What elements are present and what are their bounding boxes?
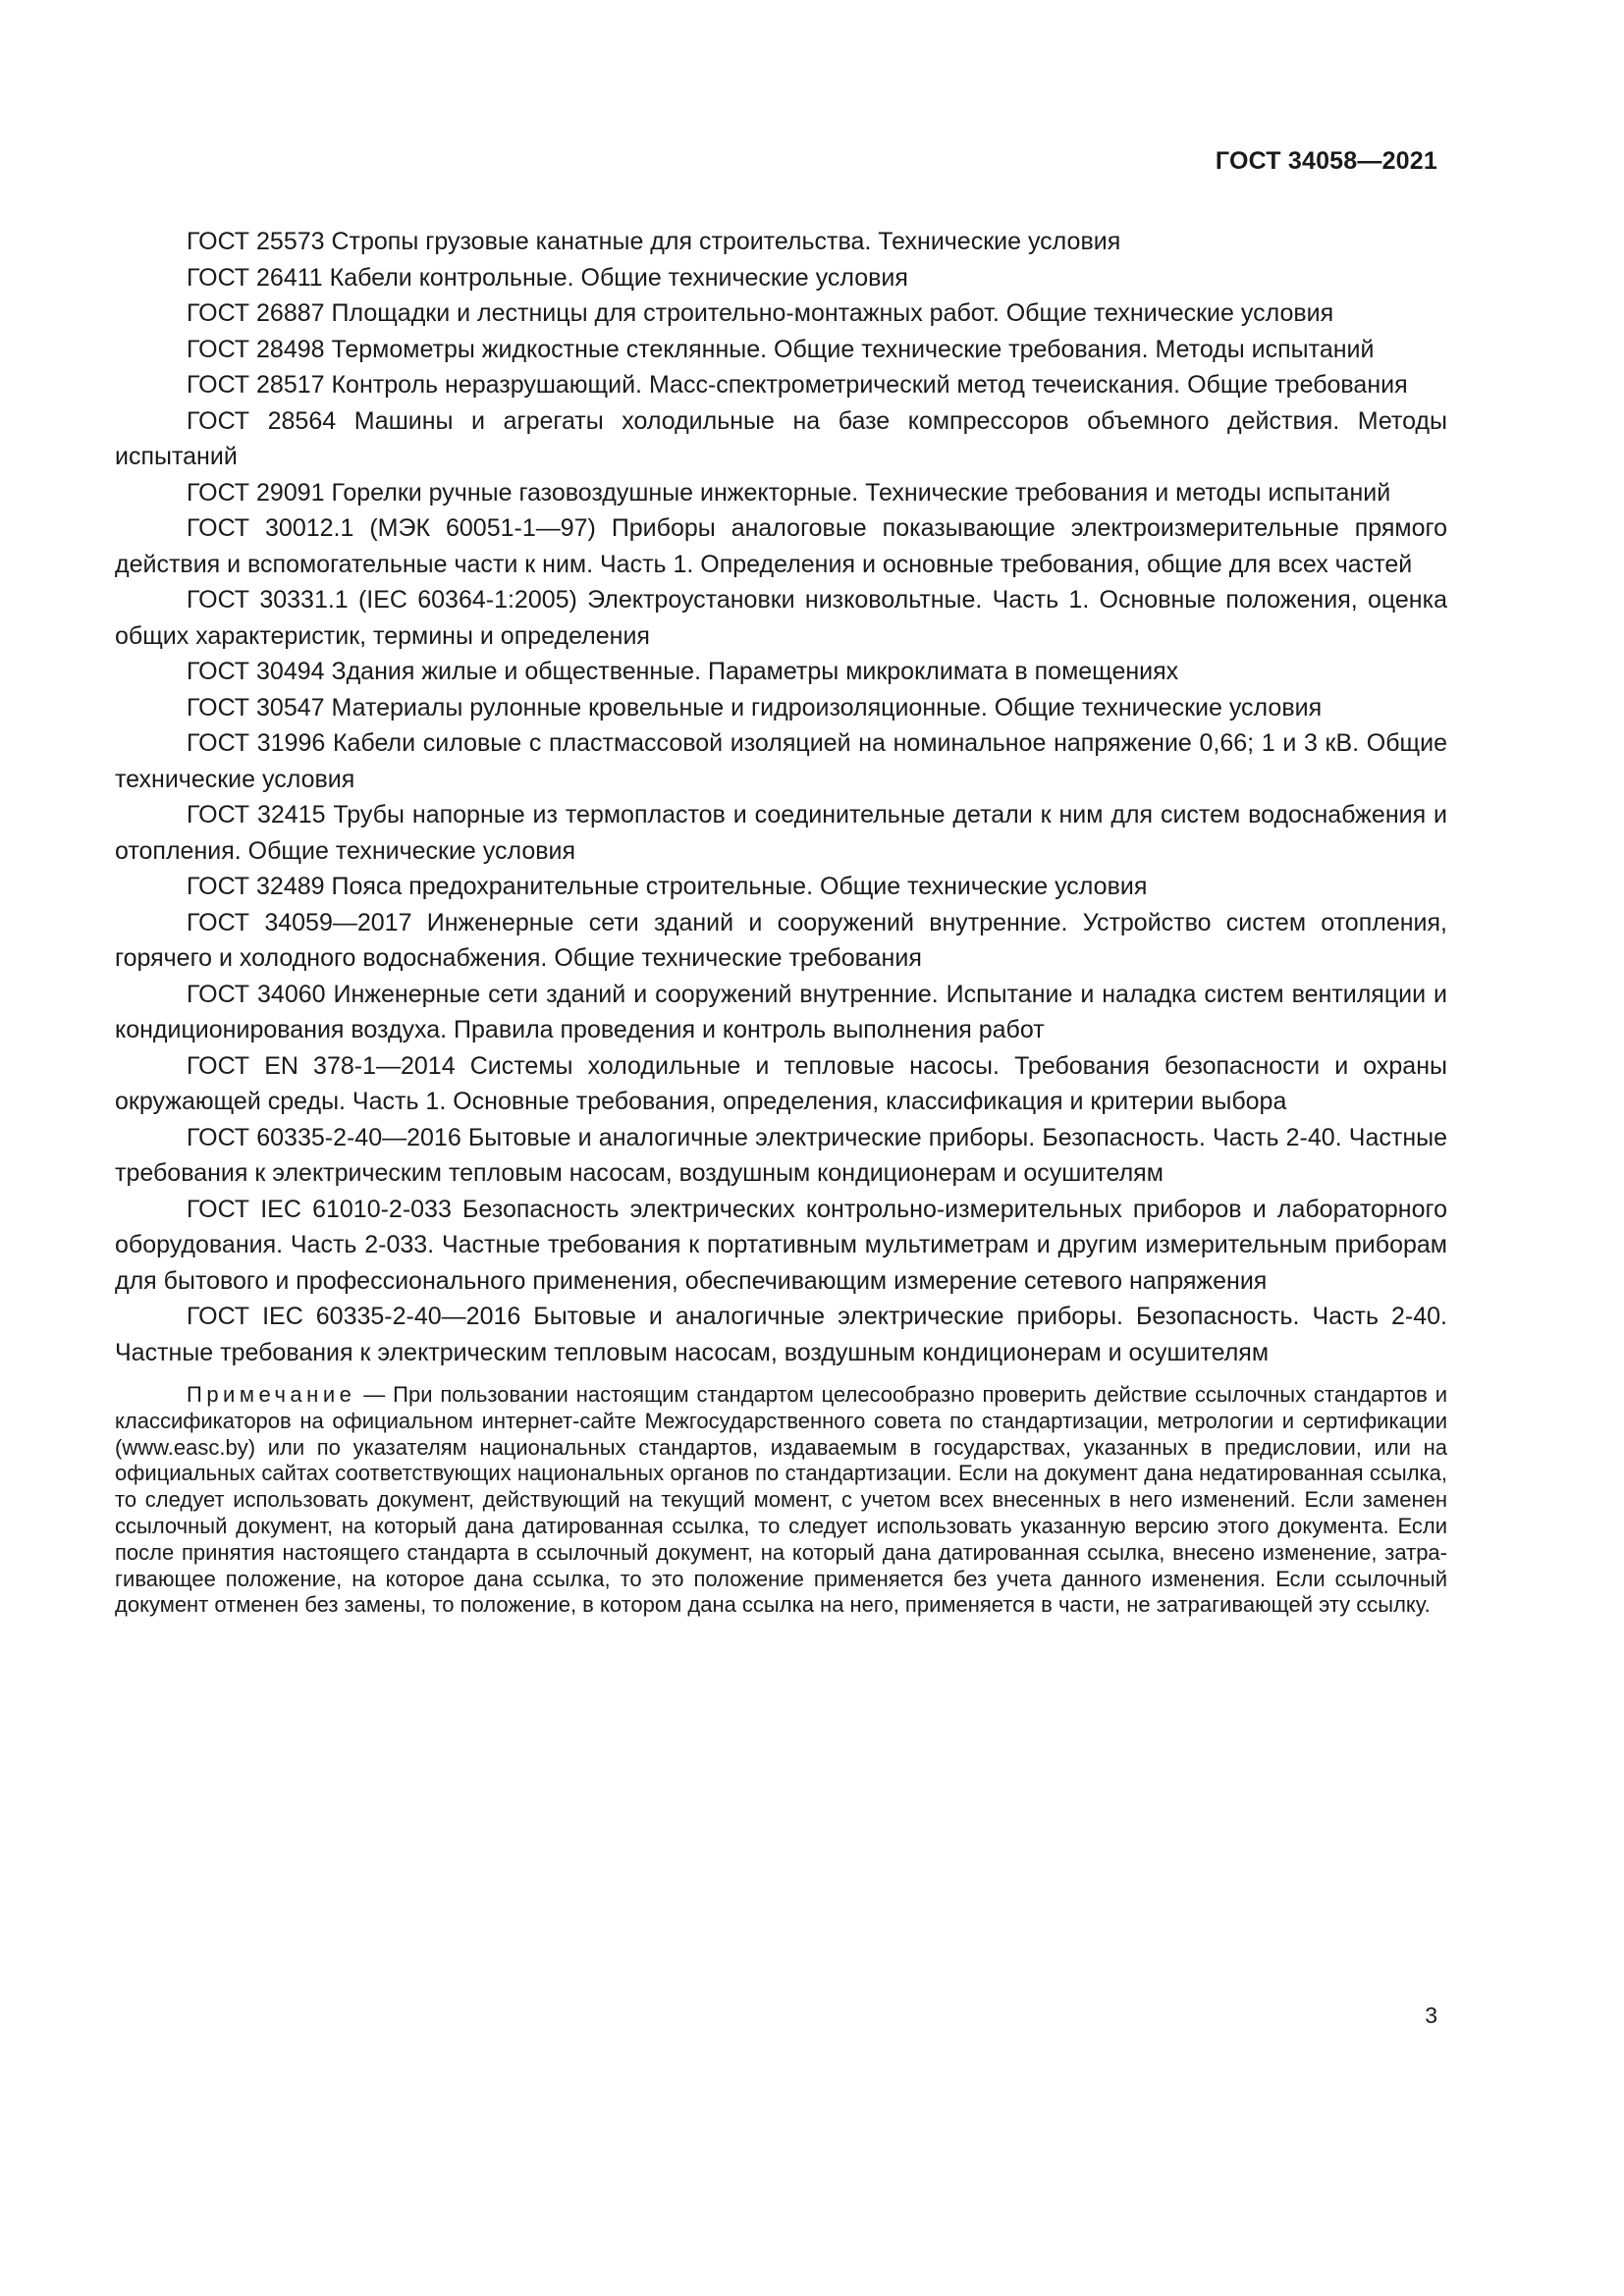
reference-item: ГОСТ 30547 Материалы рулонные кровельные и гидроизоляционные. Общие технические условия [187,693,1323,721]
reference-item: ГОСТ 25573 Стропы грузовые канатные для строительства. Технические условия [187,228,1121,255]
note-label: Примечание [187,1382,356,1407]
reference-item: ГОСТ 32489 Пояса предохранительные строительные. Общие технические условия [187,873,1148,900]
reference-item: ГОСТ 30494 Здания жилые и общественные. Параметры микроклимата в помещениях [187,658,1179,685]
note-text: — При пользовании настоящим стандартом целесообразно проверить действие ссылочных стандартов и классификаторов на официальном интернет-сайте Межгосударственного совета по стандартизации, метрологии и сертификации (www.easc.by) или по указателям национальных стандартов, издаваемым в государствах, указанных в предисловии, или на официальных сайтах соответствующих национальных органов по стандартизации. Если на документ дана недатированная ссылка, то следует использовать документ, действующий на текущий момент, с учетом всех внесенных в него изменений. Если заменен ссылочный документ, на который дана датированная ссылка, то следует использовать указанную версию этого документа. Если после принятия настоящего стандарта в ссылочный документ, на который дана датированная ссылка, внесено изменение, затрагивающее положение, на которое дана ссылка, то это положение применяется без учета данного изменения. Если ссылочный документ отменен без замены, то положение, в котором дана ссылка на него, применяется в части, не затрагивающей эту ссылку. [115,1382,1447,1618]
reference-item: ГОСТ 28517 Контроль неразрушающий. Масс-спектрометрический метод течеискания. Общие требования [187,371,1408,399]
reference-item: ГОСТ 32415 Трубы напорные из термопластов и соединительные детали к ним для систем водоснабжения и отопления. Общие технические условия [115,801,1447,865]
reference-item: ГОСТ IEC 61010-2-033 Безопасность электрических контрольно-измерительных приборов и лабораторного оборудования. Часть 2-033. Частные требования к портативным мультиметрам и другим измерительным приборам для бытового и профессионального применения, обеспечивающим измерение сетевого напряжения [115,1195,1447,1295]
reference-item: ГОСТ 34060 Инженерные сети зданий и сооружений внутренние. Испытание и наладка систем вентиляции и кондиционирования воздуха. Правила проведения и контроль выполнения работ [115,980,1447,1043]
reference-item: ГОСТ EN 378-1—2014 Системы холодильные и тепловые насосы. Требования безопасности и охраны окружающей среды. Часть 1. Основные требования, определения, классификация и критерии выбора [115,1051,1447,1115]
reference-item: ГОСТ 30331.1 (IEC 60364-1:2005) Электроустановки низковольтные. Часть 1. Основные положения, оценка общих характеристик, термины и определения [115,586,1447,650]
page-number: 3 [1425,2002,1437,2028]
reference-item: ГОСТ 60335-2-40—2016 Бытовые и аналогичные электрические приборы. Безопасность. Часть 2-40. Частные требования к электрическим тепловым насосам, воздушным кондиционерам и осушителям [115,1123,1447,1187]
reference-item: ГОСТ 34059—2017 Инженерные сети зданий и сооружений внутренние. Устройство систем отопления, горячего и холодного водоснабжения. Общие технические требования [115,908,1447,972]
reference-item: ГОСТ 28564 Машины и агрегаты холодильные на базе компрессоров объемного действия. Методы испытаний [115,406,1447,470]
normative-references [115,224,1447,1619]
reference-item: ГОСТ 30012.1 (МЭК 60051-1—97) Приборы аналоговые показывающие электроизмерительные прямого действия и вспомогательные части к ним. Часть 1. Определения и основные требования, общие для всех частей [115,514,1447,578]
reference-item: ГОСТ 26887 Площадки и лестницы для строительно-монтажных работ. Общие технические условия [187,299,1334,327]
reference-item: ГОСТ 31996 Кабели силовые с пластмассовой изоляцией на номинальное напряжение 0,66; 1 и 3 кВ. Общие технические условия [115,729,1447,793]
reference-item: ГОСТ 26411 Кабели контрольные. Общие технические условия [187,263,908,292]
reference-item: ГОСТ 29091 Горелки ручные газовоздушные инжекторные. Технические требования и методы испытаний [187,478,1391,507]
reference-item: ГОСТ IEC 60335-2-40—2016 Бытовые и аналогичные электрические приборы. Безопасность. Часть 2-40. Частные требования к электрическим тепловым насосам, воздушным кондиционерам и осушителям [115,1303,1447,1366]
note-paragraph [115,1382,1447,1619]
reference-item: ГОСТ 28498 Термометры жидкостные стеклянные. Общие технические требования. Методы испытаний [187,335,1375,363]
document-designation: ГОСТ 34058—2021 [1215,147,1437,175]
